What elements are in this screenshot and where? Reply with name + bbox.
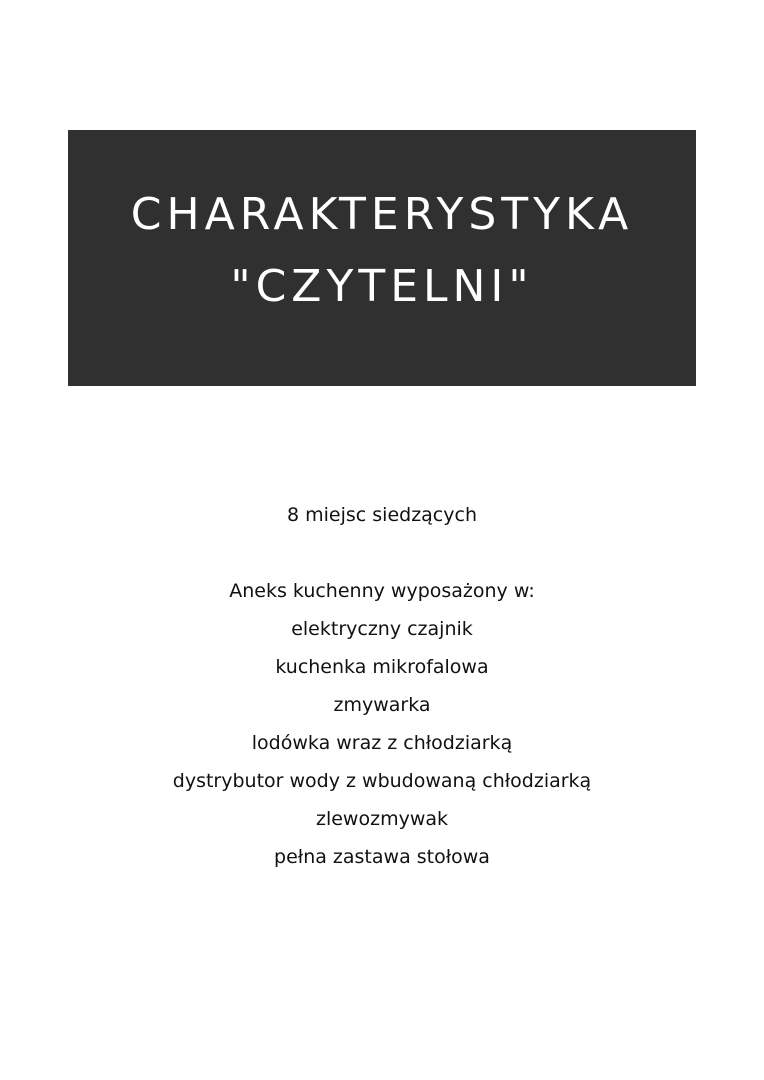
kitchen-item: pełna zastawa stołowa xyxy=(274,846,490,868)
title-line-1: CHARAKTERYSTYKA xyxy=(130,189,634,240)
kitchen-item: lodówka wraz z chłodziarką xyxy=(251,732,513,754)
kitchen-item: zmywarka xyxy=(333,694,431,716)
title-banner xyxy=(68,130,696,386)
kitchen-item: zlewozmywak xyxy=(315,808,449,830)
title-line-2: "CZYTELNI" xyxy=(230,261,534,312)
features-section xyxy=(0,496,764,876)
kitchen-item: dystrybutor wody z wbudowaną chłodziarką xyxy=(172,770,592,792)
kitchen-item: kuchenka mikrofalowa xyxy=(275,656,489,678)
kitchen-heading: Aneks kuchenny wyposażony w: xyxy=(229,580,535,602)
seating-info: 8 miejsc siedzących xyxy=(287,504,477,526)
kitchen-item: elektryczny czajnik xyxy=(291,618,473,640)
